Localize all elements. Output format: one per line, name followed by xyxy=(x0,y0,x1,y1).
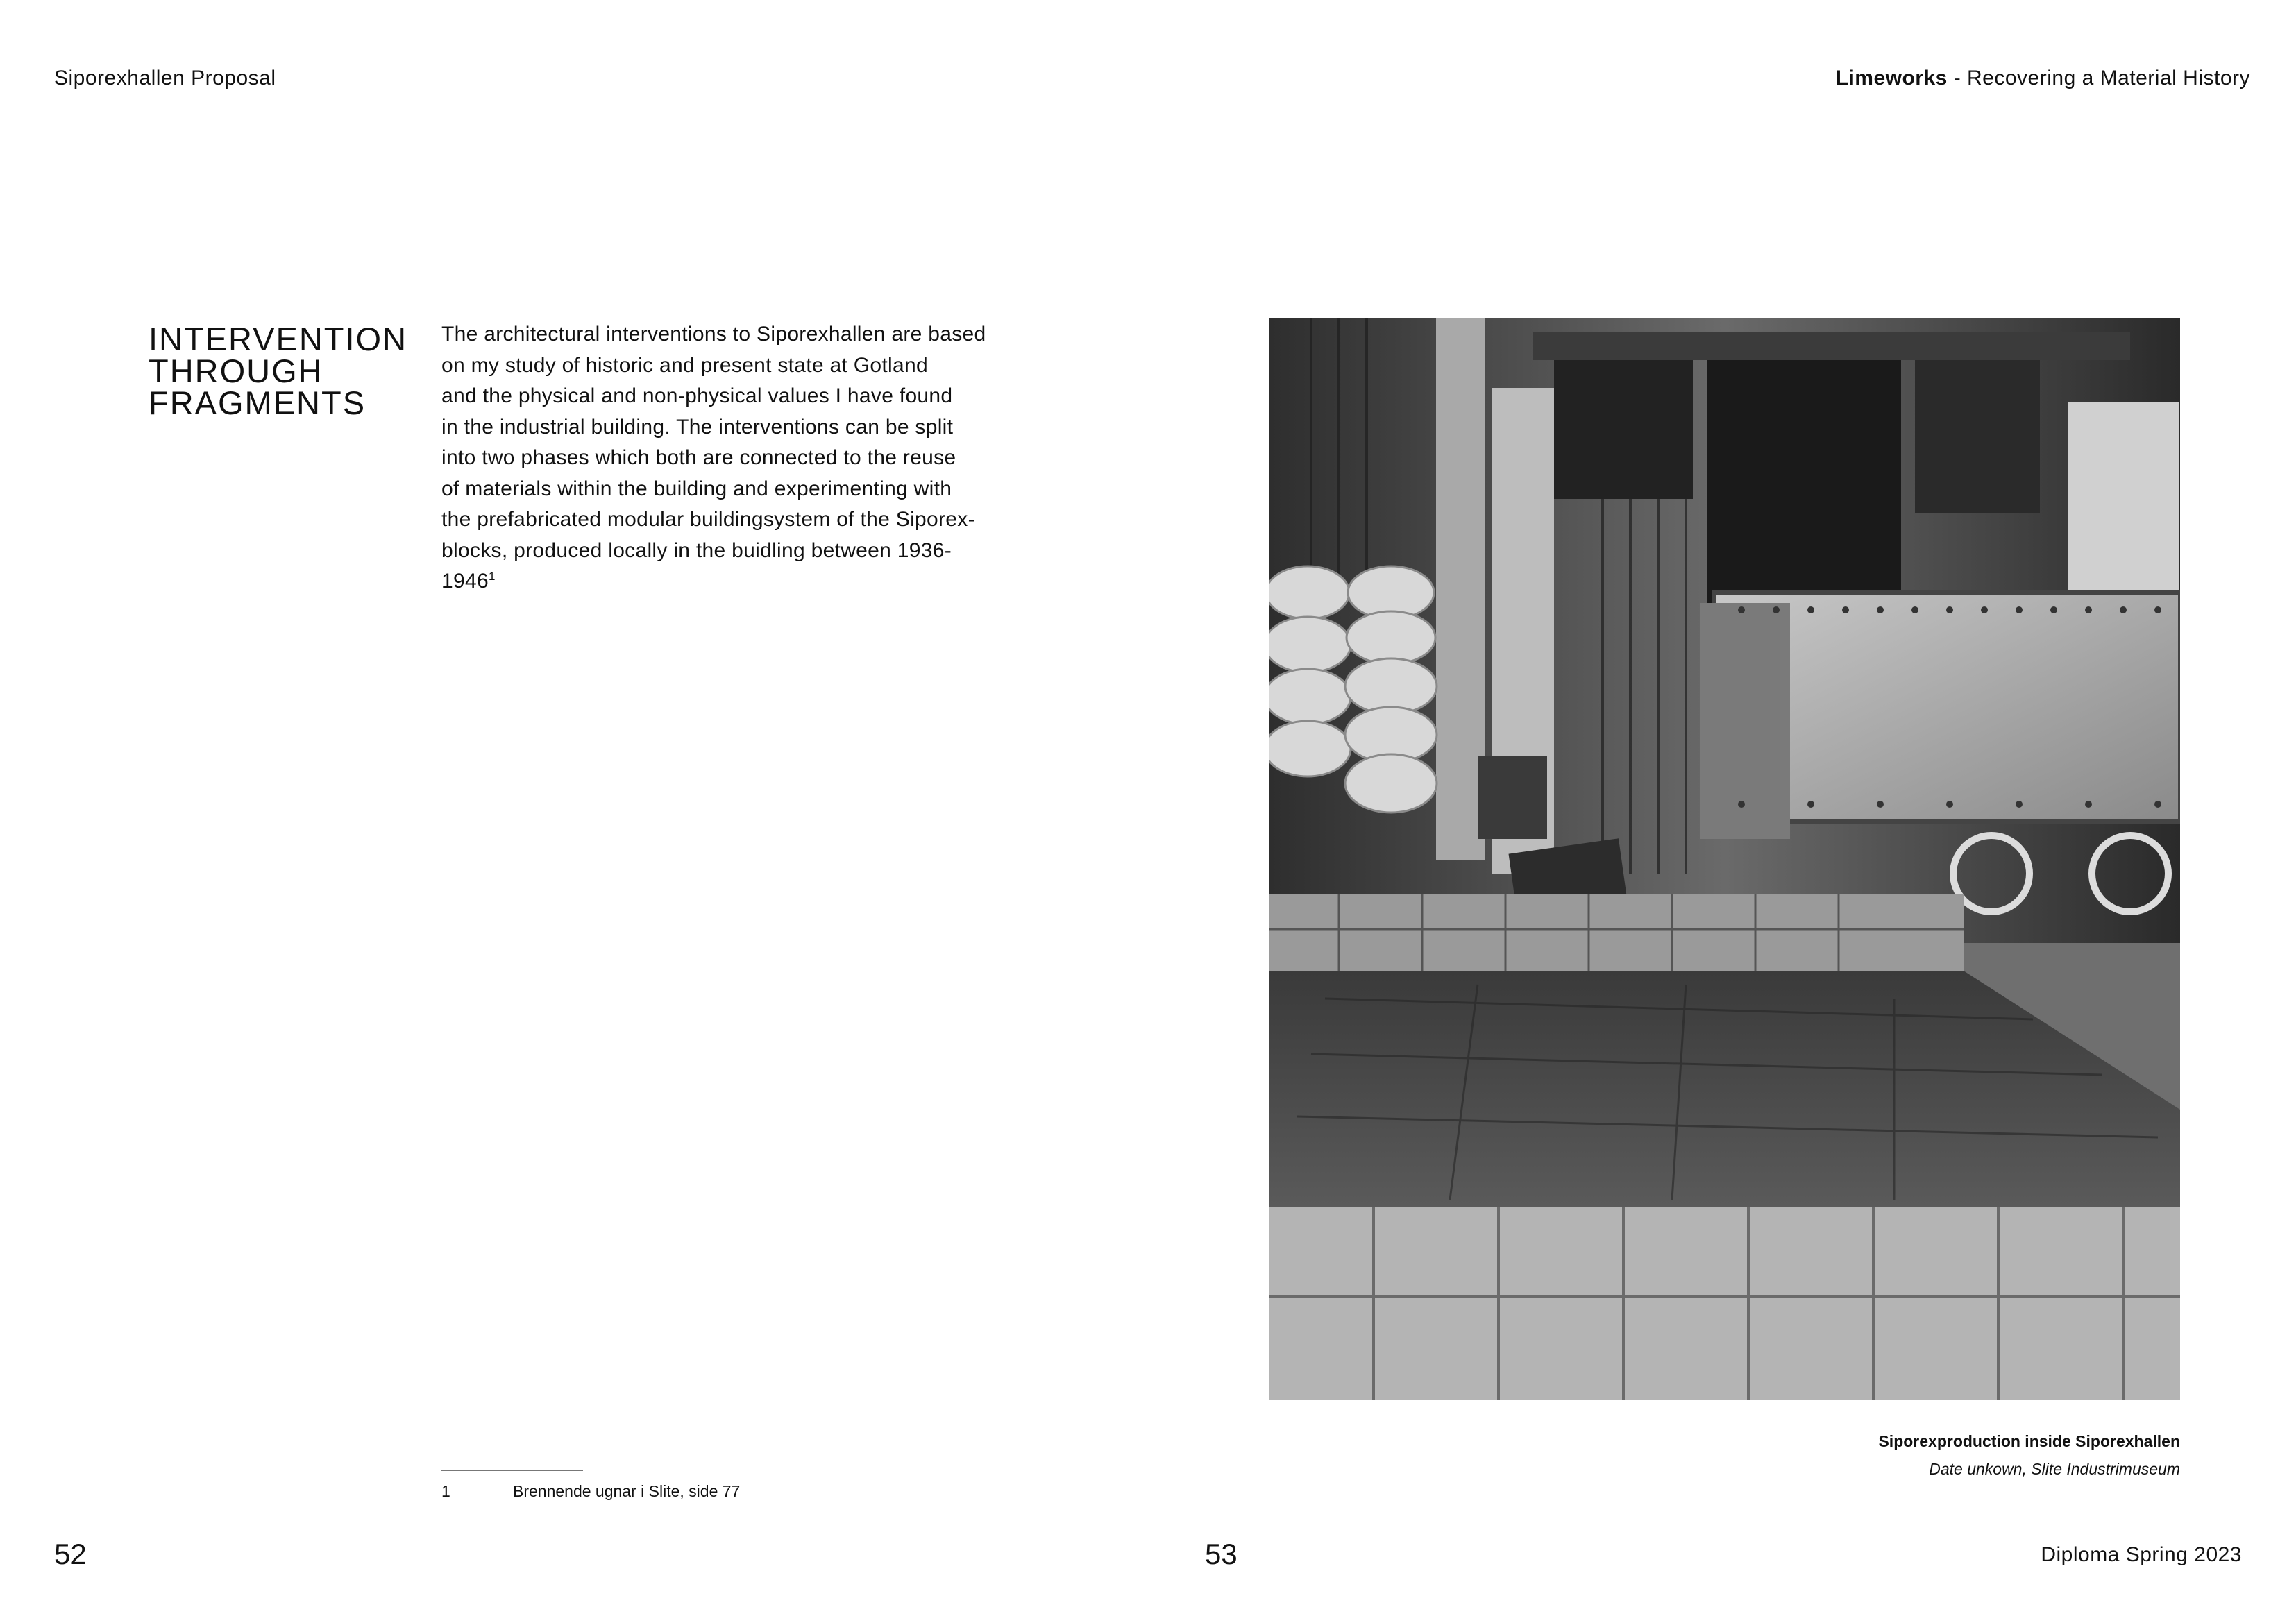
body-line: into two phases which both are connected to the reuse xyxy=(441,446,956,469)
footnote-marker: 1 xyxy=(488,570,496,583)
header-book-subtitle: - Recovering a Material History xyxy=(1947,67,2250,90)
section-title xyxy=(149,323,412,419)
photo-illustration xyxy=(1269,318,2180,1400)
body-line-last xyxy=(441,566,1052,597)
section-title-line: THROUGH xyxy=(149,352,323,389)
body-line: of materials within the building and experimenting with xyxy=(441,477,952,500)
footnote xyxy=(441,1482,740,1501)
section-title-line: INTERVENTION xyxy=(149,321,408,357)
archival-photo xyxy=(1269,318,2180,1400)
section-title-line: FRAGMENTS xyxy=(149,384,366,421)
running-header-right xyxy=(1836,67,2250,90)
body-line: The architectural interventions to Siporexhallen are based xyxy=(441,323,986,346)
body-line: the prefabricated modular buildingsystem of the Siporex- xyxy=(441,508,975,531)
running-footer-right: Diploma Spring 2023 xyxy=(2041,1543,2242,1566)
page-number-right: 53 xyxy=(1205,1538,1238,1570)
body-line: on my study of historic and present state at Gotland xyxy=(441,353,928,377)
running-header-left: Siporexhallen Proposal xyxy=(54,67,276,90)
footnote-number: 1 xyxy=(441,1482,450,1500)
body-line: and the physical and non-physical values I have found xyxy=(441,384,953,407)
page-number-left: 52 xyxy=(54,1538,87,1570)
body-line: blocks, produced locally in the buidling between 1936- xyxy=(441,538,952,562)
footnote-text: Brennende ugnar i Slite, side 77 xyxy=(513,1482,741,1500)
body-line: in the industrial building. The interventions can be split xyxy=(441,415,954,439)
footnote-divider xyxy=(441,1470,583,1471)
body-line: 1946 xyxy=(441,570,489,593)
photo-caption-title: Siporexproduction inside Siporexhallen xyxy=(1878,1432,2180,1450)
photo-caption-source: Date unkown, Slite Industrimuseum xyxy=(1929,1460,2180,1478)
body-paragraph xyxy=(441,319,1052,597)
header-book-title: Limeworks xyxy=(1835,67,1948,90)
